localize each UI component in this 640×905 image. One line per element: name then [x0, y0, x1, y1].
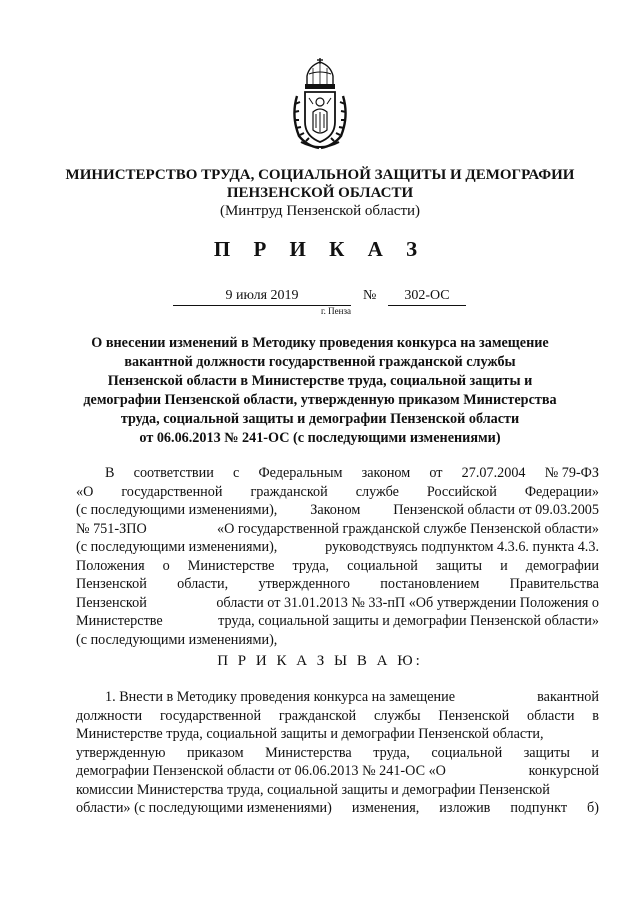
- text-segment: службы: [373, 707, 421, 724]
- text-segment: Министерстве труда, социальной защиты и демографии Пензенской области,: [76, 726, 544, 742]
- text-line: [76, 631, 599, 650]
- text-segment: в: [592, 707, 599, 724]
- subject-line: Пензенской области в Министерстве труда, социальной защиты и: [107, 373, 533, 389]
- order-item-1: [76, 688, 599, 818]
- text-segment: конкурсной: [528, 763, 599, 779]
- order-city: г. Пенза: [320, 306, 351, 316]
- text-segment: 1. Внести в Методику проведения конкурса на замещение: [105, 689, 455, 705]
- number-sign: №: [363, 288, 377, 303]
- text-line: [76, 538, 599, 557]
- text-segment: области: [526, 707, 575, 724]
- text-segment: о: [162, 557, 170, 574]
- text-line: [76, 762, 599, 781]
- text-line: [76, 612, 599, 631]
- text-segment: постановлением: [380, 576, 480, 592]
- text-segment: комиссии Министерства труда, социальной защиты и демографии Пензенской: [76, 781, 550, 798]
- text-segment: изменения,: [351, 800, 420, 816]
- text-segment: Пензенской: [438, 707, 510, 724]
- text-segment: Законом: [310, 502, 361, 518]
- text-segment: (с последующими изменениями),: [76, 502, 278, 518]
- text-segment: Федеральным: [258, 465, 343, 481]
- text-segment: государственной: [159, 707, 262, 724]
- text-segment: Министерства: [265, 744, 352, 761]
- text-segment: гражданской: [278, 707, 357, 724]
- text-line: [76, 557, 599, 576]
- text-segment: Федерации»: [524, 483, 599, 500]
- text-segment: № 79-ФЗ: [544, 465, 599, 481]
- text-segment: государственной: [121, 483, 223, 500]
- text-segment: законом: [361, 465, 411, 481]
- subject-line: труда, социальной защиты и демографии Пензенской области: [120, 411, 520, 427]
- text-line: [76, 483, 599, 502]
- text-segment: демографии: [525, 557, 599, 574]
- text-segment: от: [429, 465, 443, 481]
- ministry-name-line2: ПЕНЗЕНСКОЙ ОБЛАСТИ: [226, 185, 414, 201]
- document-type-title: П Р И К А З: [213, 237, 427, 261]
- text-segment: приказом: [187, 744, 244, 761]
- text-segment: Министерстве: [187, 557, 275, 574]
- text-line: [76, 464, 599, 483]
- order-date: 9 июля 2019: [173, 288, 351, 306]
- preamble-paragraph: [76, 464, 599, 649]
- text-segment: руководствуясь подпунктом 4.3.6. пункта 4.3.: [325, 539, 599, 555]
- text-segment: Правительства: [509, 576, 599, 592]
- text-line: [76, 501, 599, 520]
- text-segment: и: [591, 744, 599, 761]
- coat-of-arms-emblem: [287, 56, 353, 152]
- text-segment: «О: [76, 483, 94, 500]
- text-segment: Пензенской: [76, 576, 147, 592]
- text-segment: В: [105, 465, 115, 481]
- text-segment: защиты: [523, 744, 570, 761]
- text-segment: демографии Пензенской области от 06.06.2013 № 241-ОС «О: [76, 763, 446, 779]
- text-segment: гражданской: [250, 483, 328, 500]
- text-line: [76, 799, 599, 818]
- text-segment: области от 31.01.2013 № 33-пП «Об утверждении Положения о: [216, 594, 599, 611]
- text-segment: Положения: [76, 557, 145, 574]
- text-segment: Российской: [426, 483, 497, 500]
- ministry-short-name: (Минтруд Пензенской области): [219, 203, 421, 219]
- text-line: [76, 744, 599, 763]
- text-segment: № 751-ЗПО: [76, 520, 147, 537]
- text-segment: Пензенской области от 09.03.2005: [393, 502, 599, 518]
- subject-line: О внесении изменений в Методику проведения конкурса на замещение: [91, 335, 549, 351]
- text-line: [76, 688, 599, 707]
- text-segment: с: [232, 465, 240, 481]
- text-segment: социальной: [347, 557, 418, 574]
- text-segment: социальной: [431, 744, 503, 761]
- text-segment: труда, социальной защиты и демографии Пензенской области»: [218, 613, 599, 629]
- text-segment: соответствии: [133, 465, 214, 481]
- text-segment: б): [587, 800, 599, 816]
- text-line: [76, 707, 599, 726]
- text-segment: должности: [76, 707, 143, 724]
- ministry-name-line1: МИНИСТЕРСТВО ТРУДА, СОЦИАЛЬНОЙ ЗАЩИТЫ И ДЕМОГРАФИИ: [65, 167, 575, 183]
- text-segment: Министерстве: [76, 613, 163, 629]
- subject-line: демографии Пензенской области, утвержденную приказом Министерства: [83, 392, 557, 408]
- text-segment: вакантной: [537, 689, 599, 705]
- order-word-heading: П Р И К А З Ы В А Ю:: [217, 653, 423, 669]
- text-segment: изложив: [439, 800, 491, 816]
- order-number: 302-ОС: [388, 288, 466, 306]
- text-segment: службе: [355, 483, 399, 500]
- subject-line: вакантной должности государственной гражданской службы: [124, 354, 516, 370]
- text-line: [76, 520, 599, 539]
- text-line: [76, 781, 599, 800]
- text-segment: подпункт: [510, 800, 568, 816]
- text-segment: защиты: [435, 557, 483, 574]
- text-line: [76, 575, 599, 594]
- text-segment: утвержденную: [76, 744, 166, 761]
- text-segment: утвержденного: [258, 576, 350, 592]
- order-subject: [0, 334, 640, 448]
- text-segment: области,: [177, 576, 229, 592]
- text-segment: труда,: [292, 557, 330, 574]
- text-line: [76, 725, 599, 744]
- subject-line: от 06.06.2013 № 241-ОС (с последующими изменениями): [139, 430, 501, 446]
- text-segment: (с последующими изменениями),: [76, 539, 278, 555]
- text-segment: (с последующими изменениями),: [76, 631, 278, 648]
- text-segment: и: [500, 557, 508, 574]
- text-segment: труда,: [373, 744, 410, 761]
- text-segment: «О государственной гражданской службе Пензенской области»: [217, 520, 599, 537]
- text-segment: 27.07.2004: [461, 465, 526, 481]
- text-segment: Пензенской: [76, 594, 147, 611]
- text-line: [76, 594, 599, 613]
- text-segment: области» (с последующими изменениями): [76, 800, 332, 816]
